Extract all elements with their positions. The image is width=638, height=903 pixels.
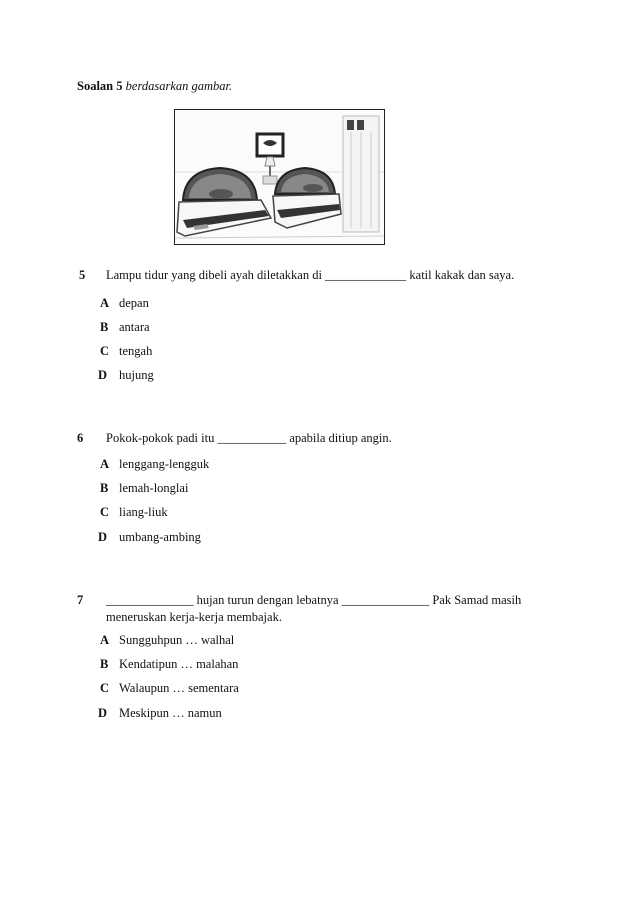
q7-option-d-text: Meskipun … namun <box>119 706 222 720</box>
q7-option-d-letter: D <box>98 706 108 720</box>
q5-option-a-text: depan <box>119 296 149 310</box>
q7-option-b-letter: B <box>100 657 109 671</box>
q6-option-a-letter: A <box>100 457 110 471</box>
q6-option-d-letter: D <box>98 530 108 544</box>
q6-option-b-letter: B <box>100 481 109 495</box>
q7-option-a-letter: A <box>100 633 110 647</box>
q5-option-c-letter: C <box>100 344 110 358</box>
q5-option-b-text: antara <box>119 320 150 334</box>
q5-option-b-letter: B <box>100 320 109 334</box>
q6-option-c-text: liang-liuk <box>119 505 168 519</box>
q6-option-a-text: lenggang-lengguk <box>119 457 210 471</box>
question-7-text <box>106 592 536 626</box>
q5-option-d-text: hujung <box>119 368 154 382</box>
question-7-text-line2: meneruskan kerja-kerja membajak. <box>106 610 282 624</box>
q5-option-d-letter: D <box>98 368 108 382</box>
question-7-number: 7 <box>77 593 84 607</box>
q7-option-c-letter: C <box>100 681 110 695</box>
question-5-text: Lampu tidur yang dibeli ayah diletakkan di _____________ katil kakak dan saya. <box>106 268 515 282</box>
question-6-number: 6 <box>77 431 84 445</box>
instruction-italic: berdasarkan gambar. <box>125 79 233 93</box>
q7-option-a-text: Sungguhpun … walhal <box>119 633 235 647</box>
bedroom-picture <box>174 109 385 245</box>
q7-option-c-text: Walaupun … sementara <box>119 681 239 695</box>
q5-option-c-text: tengah <box>119 344 153 358</box>
question-6-text: Pokok-pokok padi itu ___________ apabila ditiup angin. <box>106 431 392 445</box>
question-7-text-line1: ______________ hujan turun dengan lebatnya ______________ Pak Samad masih <box>106 593 522 607</box>
q6-option-c-letter: C <box>100 505 110 519</box>
q5-option-a-letter: A <box>100 296 110 310</box>
q7-option-b-text: Kendatipun … malahan <box>119 657 239 671</box>
instruction <box>77 79 232 94</box>
q6-option-d-text: umbang-ambing <box>119 530 201 544</box>
twin-beds-icon <box>175 110 384 244</box>
q6-option-b-text: lemah-longlai <box>119 481 189 495</box>
question-5-number: 5 <box>79 268 86 282</box>
instruction-bold: Soalan 5 <box>77 79 123 93</box>
